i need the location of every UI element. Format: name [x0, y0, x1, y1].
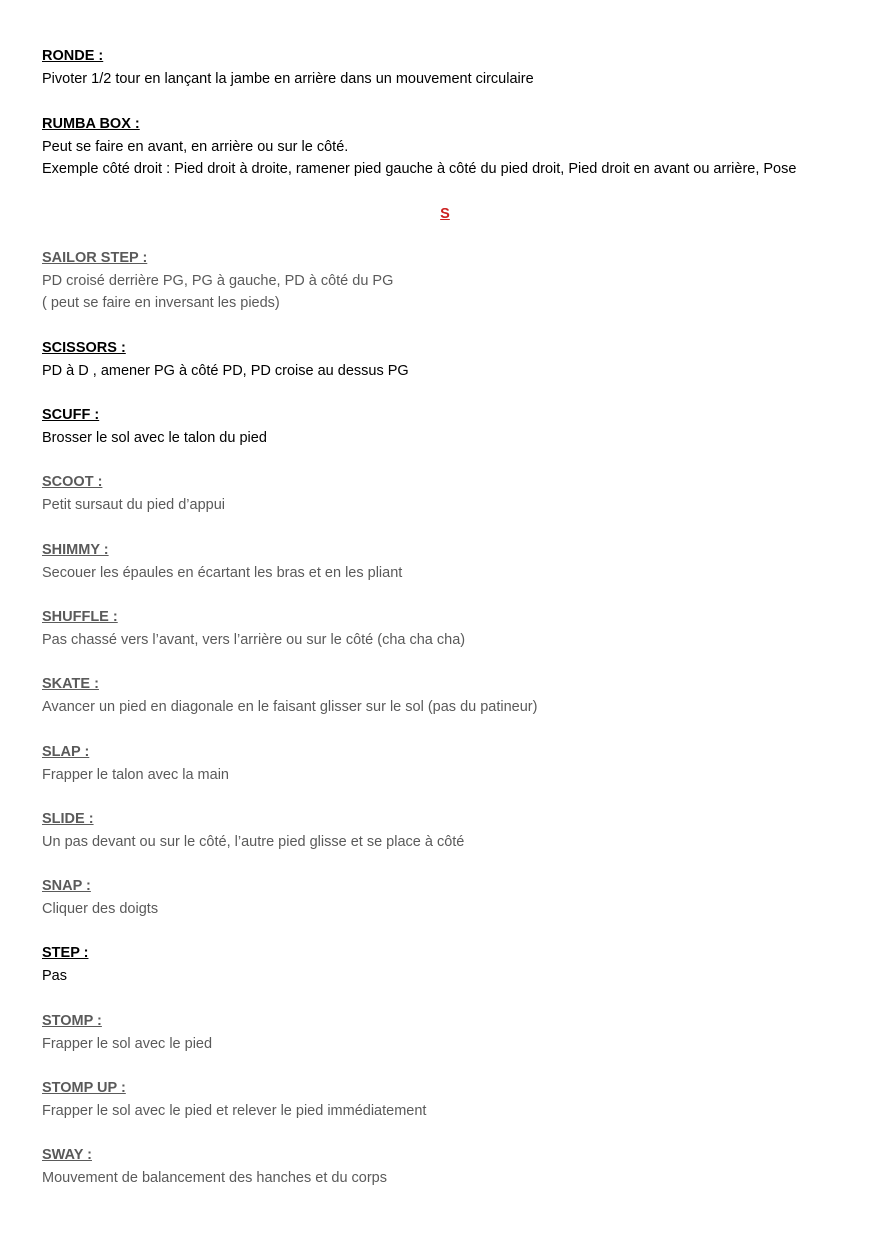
definition-sailor-step-line-1: PD croisé derrière PG, PG à gauche, PD à côté du PG	[42, 273, 394, 289]
term-scuff: SCUFF :	[42, 407, 100, 423]
definition-step: Pas	[42, 968, 67, 984]
definition-ronde: Pivoter 1/2 tour en lançant la jambe en arrière dans un mouvement circulaire	[42, 71, 534, 87]
definition-sailor-step-line-2: ( peut se faire en inversant les pieds)	[42, 295, 280, 311]
definition-scoot: Petit sursaut du pied d’appui	[42, 497, 225, 513]
definition-rumba-box-line-2: Exemple côté droit : Pied droit à droite, ramener pied gauche à côté du pied droit, Pied droit en avant ou arrière, Pose	[42, 161, 797, 177]
section-letter: S	[440, 206, 450, 222]
term-shuffle: SHUFFLE :	[42, 609, 118, 625]
term-ronde: RONDE :	[42, 48, 104, 64]
definition-snap: Cliquer des doigts	[42, 901, 159, 917]
term-stomp: STOMP :	[42, 1013, 102, 1029]
term-sailor-step: SAILOR STEP :	[42, 250, 148, 266]
definition-rumba-box-line-1: Peut se faire en avant, en arrière ou sur le côté.	[42, 139, 349, 155]
term-stomp-up: STOMP UP :	[42, 1080, 126, 1096]
term-rumba-box: RUMBA BOX :	[42, 116, 140, 132]
definition-scissors: PD à D , amener PG à côté PD, PD croise au dessus PG	[42, 363, 409, 379]
definition-slide: Un pas devant ou sur le côté, l’autre pied glisse et se place à côté	[42, 834, 465, 850]
term-snap: SNAP :	[42, 878, 91, 894]
term-step: STEP :	[42, 945, 89, 961]
term-slide: SLIDE :	[42, 811, 94, 827]
definition-stomp-up: Frapper le sol avec le pied et relever le pied immédiatement	[42, 1103, 427, 1119]
definition-sway: Mouvement de balancement des hanches et du corps	[42, 1170, 387, 1186]
term-sway: SWAY :	[42, 1147, 92, 1163]
term-slap: SLAP :	[42, 744, 90, 760]
definition-slap: Frapper le talon avec la main	[42, 767, 229, 783]
term-scoot: SCOOT :	[42, 474, 103, 490]
definition-stomp: Frapper le sol avec le pied	[42, 1036, 213, 1052]
term-skate: SKATE :	[42, 676, 99, 692]
term-scissors: SCISSORS :	[42, 340, 126, 356]
term-shimmy: SHIMMY :	[42, 542, 109, 558]
definition-shuffle: Pas chassé vers l’avant, vers l’arrière ou sur le côté (cha cha cha)	[42, 632, 466, 648]
definition-scuff: Brosser le sol avec le talon du pied	[42, 430, 267, 446]
definition-skate: Avancer un pied en diagonale en le faisant glisser sur le sol (pas du patineur)	[42, 699, 538, 715]
definition-shimmy: Secouer les épaules en écartant les bras et en les pliant	[42, 565, 403, 581]
